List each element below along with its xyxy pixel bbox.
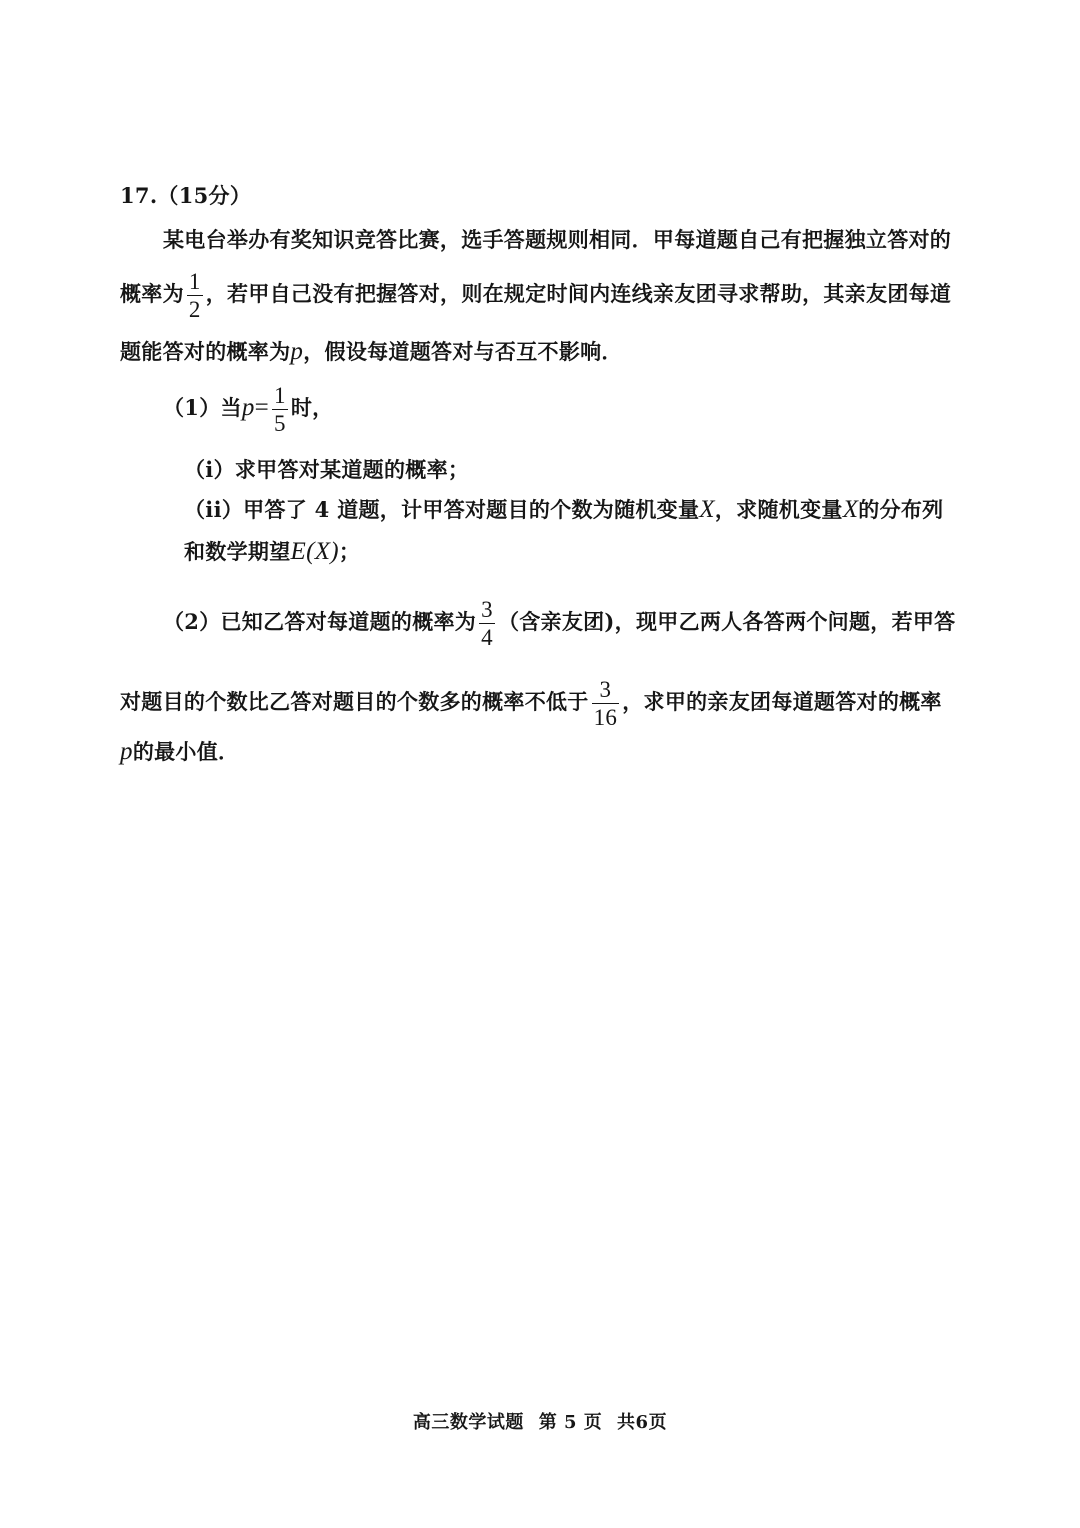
part-1-ii-text-a: （ii）甲答了 4 道题，计甲答对题目的个数为随机变量 [184, 497, 700, 522]
part-1-ii-text-c: 的分布列 [858, 497, 944, 522]
variable-p: p [241, 394, 255, 421]
intro-line-1 [163, 226, 951, 254]
fraction-numerator: 3 [592, 678, 620, 704]
part-2-line-2 [120, 678, 942, 729]
part-1-ii-continued [184, 538, 360, 566]
part-1-i [184, 456, 469, 484]
variable-X: X [842, 496, 859, 523]
part-1-ii-text-e: ； [338, 539, 361, 564]
part-2-text-d: ，求甲的亲友团每道题答对的概率 [622, 689, 942, 714]
fraction-denominator: 4 [481, 625, 493, 650]
intro-text-3a: 题能答对的概率为 [120, 339, 291, 364]
part-2-text-a: （2）已知乙答对每道题的概率为 [163, 609, 477, 634]
question-number-score: 17.（15分） [120, 183, 252, 208]
part-1-i-text: （i）求甲答对某道题的概率； [184, 457, 470, 482]
variable-p: p [290, 338, 304, 365]
part-2-text-c: 对题目的个数比乙答对题目的个数多的概率不低于 [120, 689, 589, 714]
question-header [120, 182, 251, 210]
footer-title: 高三数学试题 [412, 1412, 524, 1433]
variable-X: X [699, 496, 715, 523]
expectation-EX: E(X) [290, 538, 339, 565]
intro-text-2b: ，若甲自己没有把握答对，则在规定时间内连线亲友团寻求帮助，其亲友团每道 [205, 281, 952, 306]
fraction-one-half [187, 270, 203, 321]
part-2-line-1 [163, 598, 955, 649]
part-2-line-3 [120, 738, 239, 766]
variable-p: p [120, 738, 133, 765]
intro-text-2a: 概率为 [120, 281, 184, 306]
part-1-condition [163, 384, 333, 435]
intro-line-3 [120, 338, 623, 366]
fraction-numerator: 3 [481, 597, 493, 622]
footer-page-number: 第 5 页 [538, 1412, 603, 1433]
part-1-ii [184, 496, 943, 524]
footer-total-pages: 共6页 [617, 1412, 668, 1433]
fraction-numerator: 1 [274, 383, 286, 408]
fraction-three-quarters [479, 598, 495, 649]
intro-line-2 [120, 270, 951, 321]
part-1-ii-text-d: 和数学期望 [184, 539, 291, 564]
page-footer [0, 1408, 1080, 1434]
part-1-when: 时， [290, 395, 334, 420]
fraction-denominator: 5 [274, 411, 286, 436]
part-1-label: （1）当 [163, 395, 242, 420]
part-2-text-b: （含亲友团)，现甲乙两人各答两个问题，若甲答 [497, 609, 956, 634]
intro-text-1: 某电台举办有奖知识竞答比赛，选手答题规则相同．甲每道题自己有把握独立答对的 [163, 227, 952, 252]
part-2-text-e: 的最小值． [132, 739, 240, 764]
fraction-denominator: 16 [593, 705, 618, 730]
fraction-one-fifth [272, 384, 288, 435]
equals-sign: = [254, 394, 270, 421]
fraction-numerator: 1 [188, 269, 201, 294]
fraction-denominator: 2 [188, 297, 201, 322]
part-1-ii-text-b: ，求随机变量 [714, 497, 843, 522]
fraction-three-sixteenths [592, 678, 620, 729]
intro-text-3b: ，假设每道题答对与否互不影响． [303, 339, 623, 364]
